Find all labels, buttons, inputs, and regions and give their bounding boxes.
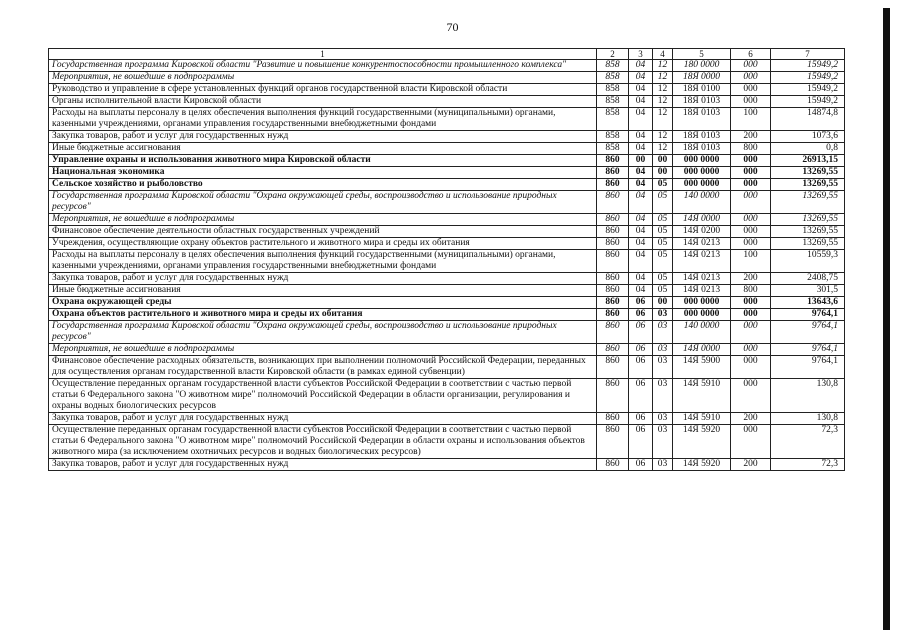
expense-type-cell: 000 bbox=[731, 155, 771, 167]
section-code-cell: 00 bbox=[629, 155, 653, 167]
subsection-code-cell: 12 bbox=[653, 60, 673, 72]
section-code-cell: 06 bbox=[629, 356, 653, 379]
amount-cell: 1073,6 bbox=[771, 131, 845, 143]
section-code-cell: 04 bbox=[629, 96, 653, 108]
ministry-code-cell: 858 bbox=[597, 84, 629, 96]
table-body bbox=[49, 60, 845, 471]
expense-type-cell: 000 bbox=[731, 356, 771, 379]
table-row bbox=[49, 344, 845, 356]
row-name-cell: Государственная программа Кировской области "Охрана окружающей среды, воспроизводство и использование природных ресурсов" bbox=[49, 321, 597, 344]
row-name-cell: Мероприятия, не вошедшие в подпрограммы bbox=[49, 214, 597, 226]
section-code-cell: 06 bbox=[629, 344, 653, 356]
expense-type-cell: 000 bbox=[731, 214, 771, 226]
table-row bbox=[49, 321, 845, 344]
scan-edge-bar bbox=[883, 8, 890, 630]
amount-cell: 13643,6 bbox=[771, 297, 845, 309]
subsection-code-cell: 05 bbox=[653, 238, 673, 250]
row-name-cell: Мероприятия, не вошедшие в подпрограммы bbox=[49, 72, 597, 84]
table-row bbox=[49, 84, 845, 96]
header-cell: 2 bbox=[597, 49, 629, 60]
ministry-code-cell: 858 bbox=[597, 131, 629, 143]
expense-type-cell: 200 bbox=[731, 413, 771, 425]
expense-type-cell: 100 bbox=[731, 108, 771, 131]
target-article-cell: 18Я 0103 bbox=[673, 108, 731, 131]
amount-cell: 15949,2 bbox=[771, 96, 845, 108]
expense-type-cell: 200 bbox=[731, 459, 771, 471]
target-article-cell: 14Я 5910 bbox=[673, 379, 731, 413]
target-article-cell: 180 0000 bbox=[673, 60, 731, 72]
expense-type-cell: 000 bbox=[731, 344, 771, 356]
amount-cell: 10559,3 bbox=[771, 250, 845, 273]
expense-type-cell: 000 bbox=[731, 60, 771, 72]
ministry-code-cell: 858 bbox=[597, 108, 629, 131]
expense-type-cell: 000 bbox=[731, 72, 771, 84]
ministry-code-cell: 860 bbox=[597, 309, 629, 321]
section-code-cell: 04 bbox=[629, 214, 653, 226]
ministry-code-cell: 860 bbox=[597, 191, 629, 214]
amount-cell: 13269,55 bbox=[771, 191, 845, 214]
amount-cell: 9764,1 bbox=[771, 356, 845, 379]
amount-cell: 13269,55 bbox=[771, 179, 845, 191]
subsection-code-cell: 00 bbox=[653, 167, 673, 179]
amount-cell: 13269,55 bbox=[771, 214, 845, 226]
table-row bbox=[49, 297, 845, 309]
table-row bbox=[49, 143, 845, 155]
subsection-code-cell: 05 bbox=[653, 214, 673, 226]
amount-cell: 9764,1 bbox=[771, 344, 845, 356]
table-row bbox=[49, 379, 845, 413]
ministry-code-cell: 860 bbox=[597, 226, 629, 238]
expense-type-cell: 100 bbox=[731, 250, 771, 273]
amount-cell: 9764,1 bbox=[771, 309, 845, 321]
target-article-cell: 18Я 0103 bbox=[673, 96, 731, 108]
table-row bbox=[49, 273, 845, 285]
row-name-cell: Финансовое обеспечение деятельности областных государственных учреждений bbox=[49, 226, 597, 238]
row-name-cell: Иные бюджетные ассигнования bbox=[49, 143, 597, 155]
row-name-cell: Иные бюджетные ассигнования bbox=[49, 285, 597, 297]
row-name-cell: Финансовое обеспечение расходных обязательств, возникающих при выполнении полномочий Российской Федерации, переданных для осуществления органам государственной власти Кировской области (в рамках единой субвенции) bbox=[49, 356, 597, 379]
row-name-cell: Государственная программа Кировской области "Охрана окружающей среды, воспроизводство и использование природных ресурсов" bbox=[49, 191, 597, 214]
target-article-cell: 14Я 5920 bbox=[673, 425, 731, 459]
section-code-cell: 04 bbox=[629, 238, 653, 250]
section-code-cell: 04 bbox=[629, 273, 653, 285]
amount-cell: 13269,55 bbox=[771, 167, 845, 179]
expense-type-cell: 800 bbox=[731, 143, 771, 155]
target-article-cell: 18Я 0103 bbox=[673, 131, 731, 143]
section-code-cell: 04 bbox=[629, 72, 653, 84]
expense-type-cell: 000 bbox=[731, 238, 771, 250]
header-cell: 1 bbox=[49, 49, 597, 60]
expense-type-cell: 000 bbox=[731, 96, 771, 108]
target-article-cell: 14Я 5920 bbox=[673, 459, 731, 471]
row-name-cell: Закупка товаров, работ и услуг для государственных нужд bbox=[49, 273, 597, 285]
expense-type-cell: 000 bbox=[731, 226, 771, 238]
expense-type-cell: 000 bbox=[731, 297, 771, 309]
subsection-code-cell: 03 bbox=[653, 459, 673, 471]
ministry-code-cell: 860 bbox=[597, 379, 629, 413]
section-code-cell: 04 bbox=[629, 108, 653, 131]
expense-type-cell: 000 bbox=[731, 84, 771, 96]
table-row bbox=[49, 214, 845, 226]
section-code-cell: 06 bbox=[629, 309, 653, 321]
section-code-cell: 06 bbox=[629, 297, 653, 309]
amount-cell: 15949,2 bbox=[771, 60, 845, 72]
ministry-code-cell: 860 bbox=[597, 179, 629, 191]
table-row bbox=[49, 285, 845, 297]
header-cell: 7 bbox=[771, 49, 845, 60]
section-code-cell: 04 bbox=[629, 131, 653, 143]
table-row bbox=[49, 131, 845, 143]
expense-type-cell: 000 bbox=[731, 167, 771, 179]
target-article-cell: 14Я 0000 bbox=[673, 214, 731, 226]
ministry-code-cell: 858 bbox=[597, 96, 629, 108]
expense-type-cell: 200 bbox=[731, 131, 771, 143]
subsection-code-cell: 03 bbox=[653, 413, 673, 425]
ministry-code-cell: 860 bbox=[597, 250, 629, 273]
table-row bbox=[49, 72, 845, 84]
expense-type-cell: 000 bbox=[731, 191, 771, 214]
ministry-code-cell: 858 bbox=[597, 72, 629, 84]
target-article-cell: 14Я 5910 bbox=[673, 413, 731, 425]
section-code-cell: 06 bbox=[629, 379, 653, 413]
subsection-code-cell: 05 bbox=[653, 191, 673, 214]
table-row bbox=[49, 191, 845, 214]
target-article-cell: 14Я 0200 bbox=[673, 226, 731, 238]
amount-cell: 130,8 bbox=[771, 413, 845, 425]
ministry-code-cell: 860 bbox=[597, 459, 629, 471]
section-code-cell: 04 bbox=[629, 226, 653, 238]
ministry-code-cell: 860 bbox=[597, 214, 629, 226]
amount-cell: 26913,15 bbox=[771, 155, 845, 167]
section-code-cell: 06 bbox=[629, 425, 653, 459]
row-name-cell: Сельское хозяйство и рыболовство bbox=[49, 179, 597, 191]
ministry-code-cell: 860 bbox=[597, 356, 629, 379]
amount-cell: 13269,55 bbox=[771, 226, 845, 238]
target-article-cell: 18Я 0000 bbox=[673, 72, 731, 84]
table-row bbox=[49, 413, 845, 425]
target-article-cell: 14Я 0213 bbox=[673, 238, 731, 250]
table-row bbox=[49, 459, 845, 471]
amount-cell: 15949,2 bbox=[771, 72, 845, 84]
subsection-code-cell: 03 bbox=[653, 425, 673, 459]
amount-cell: 72,3 bbox=[771, 459, 845, 471]
target-article-cell: 14Я 0213 bbox=[673, 273, 731, 285]
expense-type-cell: 800 bbox=[731, 285, 771, 297]
section-code-cell: 04 bbox=[629, 167, 653, 179]
section-code-cell: 06 bbox=[629, 459, 653, 471]
header-cell: 6 bbox=[731, 49, 771, 60]
amount-cell: 9764,1 bbox=[771, 321, 845, 344]
ministry-code-cell: 860 bbox=[597, 425, 629, 459]
table-row bbox=[49, 108, 845, 131]
subsection-code-cell: 05 bbox=[653, 273, 673, 285]
row-name-cell: Национальная экономика bbox=[49, 167, 597, 179]
row-name-cell: Охрана окружающей среды bbox=[49, 297, 597, 309]
expense-type-cell: 000 bbox=[731, 321, 771, 344]
table-row bbox=[49, 155, 845, 167]
subsection-code-cell: 05 bbox=[653, 179, 673, 191]
ministry-code-cell: 860 bbox=[597, 285, 629, 297]
subsection-code-cell: 12 bbox=[653, 131, 673, 143]
subsection-code-cell: 03 bbox=[653, 356, 673, 379]
table-row bbox=[49, 60, 845, 72]
amount-cell: 130,8 bbox=[771, 379, 845, 413]
subsection-code-cell: 03 bbox=[653, 344, 673, 356]
subsection-code-cell: 00 bbox=[653, 155, 673, 167]
row-name-cell: Закупка товаров, работ и услуг для государственных нужд bbox=[49, 413, 597, 425]
target-article-cell: 14Я 5900 bbox=[673, 356, 731, 379]
table-row bbox=[49, 226, 845, 238]
row-name-cell: Расходы на выплаты персоналу в целях обеспечения выполнения функций государственными (муниципальными) органами, казенными учреждениями, органами управления государственными внебюджетными фондами bbox=[49, 250, 597, 273]
target-article-cell: 140 0000 bbox=[673, 321, 731, 344]
ministry-code-cell: 860 bbox=[597, 344, 629, 356]
expense-type-cell: 000 bbox=[731, 309, 771, 321]
amount-cell: 2408,75 bbox=[771, 273, 845, 285]
section-code-cell: 04 bbox=[629, 60, 653, 72]
row-name-cell: Охрана объектов растительного и животного мира и среды их обитания bbox=[49, 309, 597, 321]
row-name-cell: Государственная программа Кировской области "Развитие и повышение конкурентоспособности промышленного комплекса" bbox=[49, 60, 597, 72]
header-cell: 4 bbox=[653, 49, 673, 60]
ministry-code-cell: 858 bbox=[597, 60, 629, 72]
ministry-code-cell: 860 bbox=[597, 238, 629, 250]
table-row bbox=[49, 356, 845, 379]
subsection-code-cell: 03 bbox=[653, 309, 673, 321]
subsection-code-cell: 03 bbox=[653, 379, 673, 413]
ministry-code-cell: 860 bbox=[597, 413, 629, 425]
table-row bbox=[49, 250, 845, 273]
amount-cell: 0,8 bbox=[771, 143, 845, 155]
expense-type-cell: 000 bbox=[731, 179, 771, 191]
table-row bbox=[49, 425, 845, 459]
subsection-code-cell: 03 bbox=[653, 321, 673, 344]
subsection-code-cell: 12 bbox=[653, 96, 673, 108]
table-row bbox=[49, 96, 845, 108]
row-name-cell: Учреждения, осуществляющие охрану объектов растительного и животного мира и среды их обитания bbox=[49, 238, 597, 250]
subsection-code-cell: 12 bbox=[653, 72, 673, 84]
row-name-cell: Расходы на выплаты персоналу в целях обеспечения выполнения функций государственными (муниципальными) органами, казенными учреждениями, органами управления государственными внебюджетными фондами bbox=[49, 108, 597, 131]
target-article-cell: 14Я 0213 bbox=[673, 285, 731, 297]
ministry-code-cell: 860 bbox=[597, 297, 629, 309]
ministry-code-cell: 860 bbox=[597, 155, 629, 167]
target-article-cell: 000 0000 bbox=[673, 297, 731, 309]
ministry-code-cell: 860 bbox=[597, 321, 629, 344]
target-article-cell: 18Я 0103 bbox=[673, 143, 731, 155]
target-article-cell: 000 0000 bbox=[673, 309, 731, 321]
ministry-code-cell: 860 bbox=[597, 273, 629, 285]
target-article-cell: 14Я 0000 bbox=[673, 344, 731, 356]
row-name-cell: Управление охраны и использования животного мира Кировской области bbox=[49, 155, 597, 167]
section-code-cell: 06 bbox=[629, 413, 653, 425]
section-code-cell: 04 bbox=[629, 143, 653, 155]
row-name-cell: Закупка товаров, работ и услуг для государственных нужд bbox=[49, 459, 597, 471]
section-code-cell: 04 bbox=[629, 250, 653, 273]
row-name-cell: Руководство и управление в сфере установленных функций органов государственной власти Кировской области bbox=[49, 84, 597, 96]
table-row bbox=[49, 179, 845, 191]
table-row bbox=[49, 309, 845, 321]
subsection-code-cell: 05 bbox=[653, 285, 673, 297]
section-code-cell: 04 bbox=[629, 84, 653, 96]
amount-cell: 301,5 bbox=[771, 285, 845, 297]
subsection-code-cell: 12 bbox=[653, 84, 673, 96]
target-article-cell: 000 0000 bbox=[673, 179, 731, 191]
target-article-cell: 000 0000 bbox=[673, 167, 731, 179]
subsection-code-cell: 05 bbox=[653, 250, 673, 273]
target-article-cell: 140 0000 bbox=[673, 191, 731, 214]
expense-type-cell: 200 bbox=[731, 273, 771, 285]
section-code-cell: 04 bbox=[629, 285, 653, 297]
target-article-cell: 000 0000 bbox=[673, 155, 731, 167]
subsection-code-cell: 05 bbox=[653, 226, 673, 238]
expense-type-cell: 000 bbox=[731, 425, 771, 459]
section-code-cell: 04 bbox=[629, 179, 653, 191]
row-name-cell: Мероприятия, не вошедшие в подпрограммы bbox=[49, 344, 597, 356]
header-cell: 5 bbox=[673, 49, 731, 60]
expense-type-cell: 000 bbox=[731, 379, 771, 413]
ministry-code-cell: 860 bbox=[597, 167, 629, 179]
row-name-cell: Осуществление переданных органам государственной власти субъектов Российской Федерации в соответствии с частью первой статьи 6 Федерального закона "О животном мире" полномочий Российской Федерации в области организации, регулирования и охраны водных биологических ресурсов bbox=[49, 379, 597, 413]
section-code-cell: 06 bbox=[629, 321, 653, 344]
row-name-cell: Закупка товаров, работ и услуг для государственных нужд bbox=[49, 131, 597, 143]
table-row bbox=[49, 167, 845, 179]
row-name-cell: Осуществление переданных органам государственной власти субъектов Российской Федерации в соответствии с частью первой статьи 6 Федерального закона "О животном мире" полномочий Российской Федерации в области охраны и использования объектов животного мира (за исключением охотничьих ресурсов и водных биологических ресурсов) bbox=[49, 425, 597, 459]
amount-cell: 13269,55 bbox=[771, 238, 845, 250]
ministry-code-cell: 858 bbox=[597, 143, 629, 155]
amount-cell: 14874,8 bbox=[771, 108, 845, 131]
subsection-code-cell: 12 bbox=[653, 143, 673, 155]
amount-cell: 72,3 bbox=[771, 425, 845, 459]
table-row bbox=[49, 238, 845, 250]
amount-cell: 15949,2 bbox=[771, 84, 845, 96]
subsection-code-cell: 12 bbox=[653, 108, 673, 131]
header-cell: 3 bbox=[629, 49, 653, 60]
target-article-cell: 18Я 0100 bbox=[673, 84, 731, 96]
target-article-cell: 14Я 0213 bbox=[673, 250, 731, 273]
page-number: 70 bbox=[446, 20, 459, 34]
table-header-row bbox=[49, 49, 845, 60]
row-name-cell: Органы исполнительной власти Кировской области bbox=[49, 96, 597, 108]
subsection-code-cell: 00 bbox=[653, 297, 673, 309]
budget-table bbox=[48, 48, 845, 471]
section-code-cell: 04 bbox=[629, 191, 653, 214]
